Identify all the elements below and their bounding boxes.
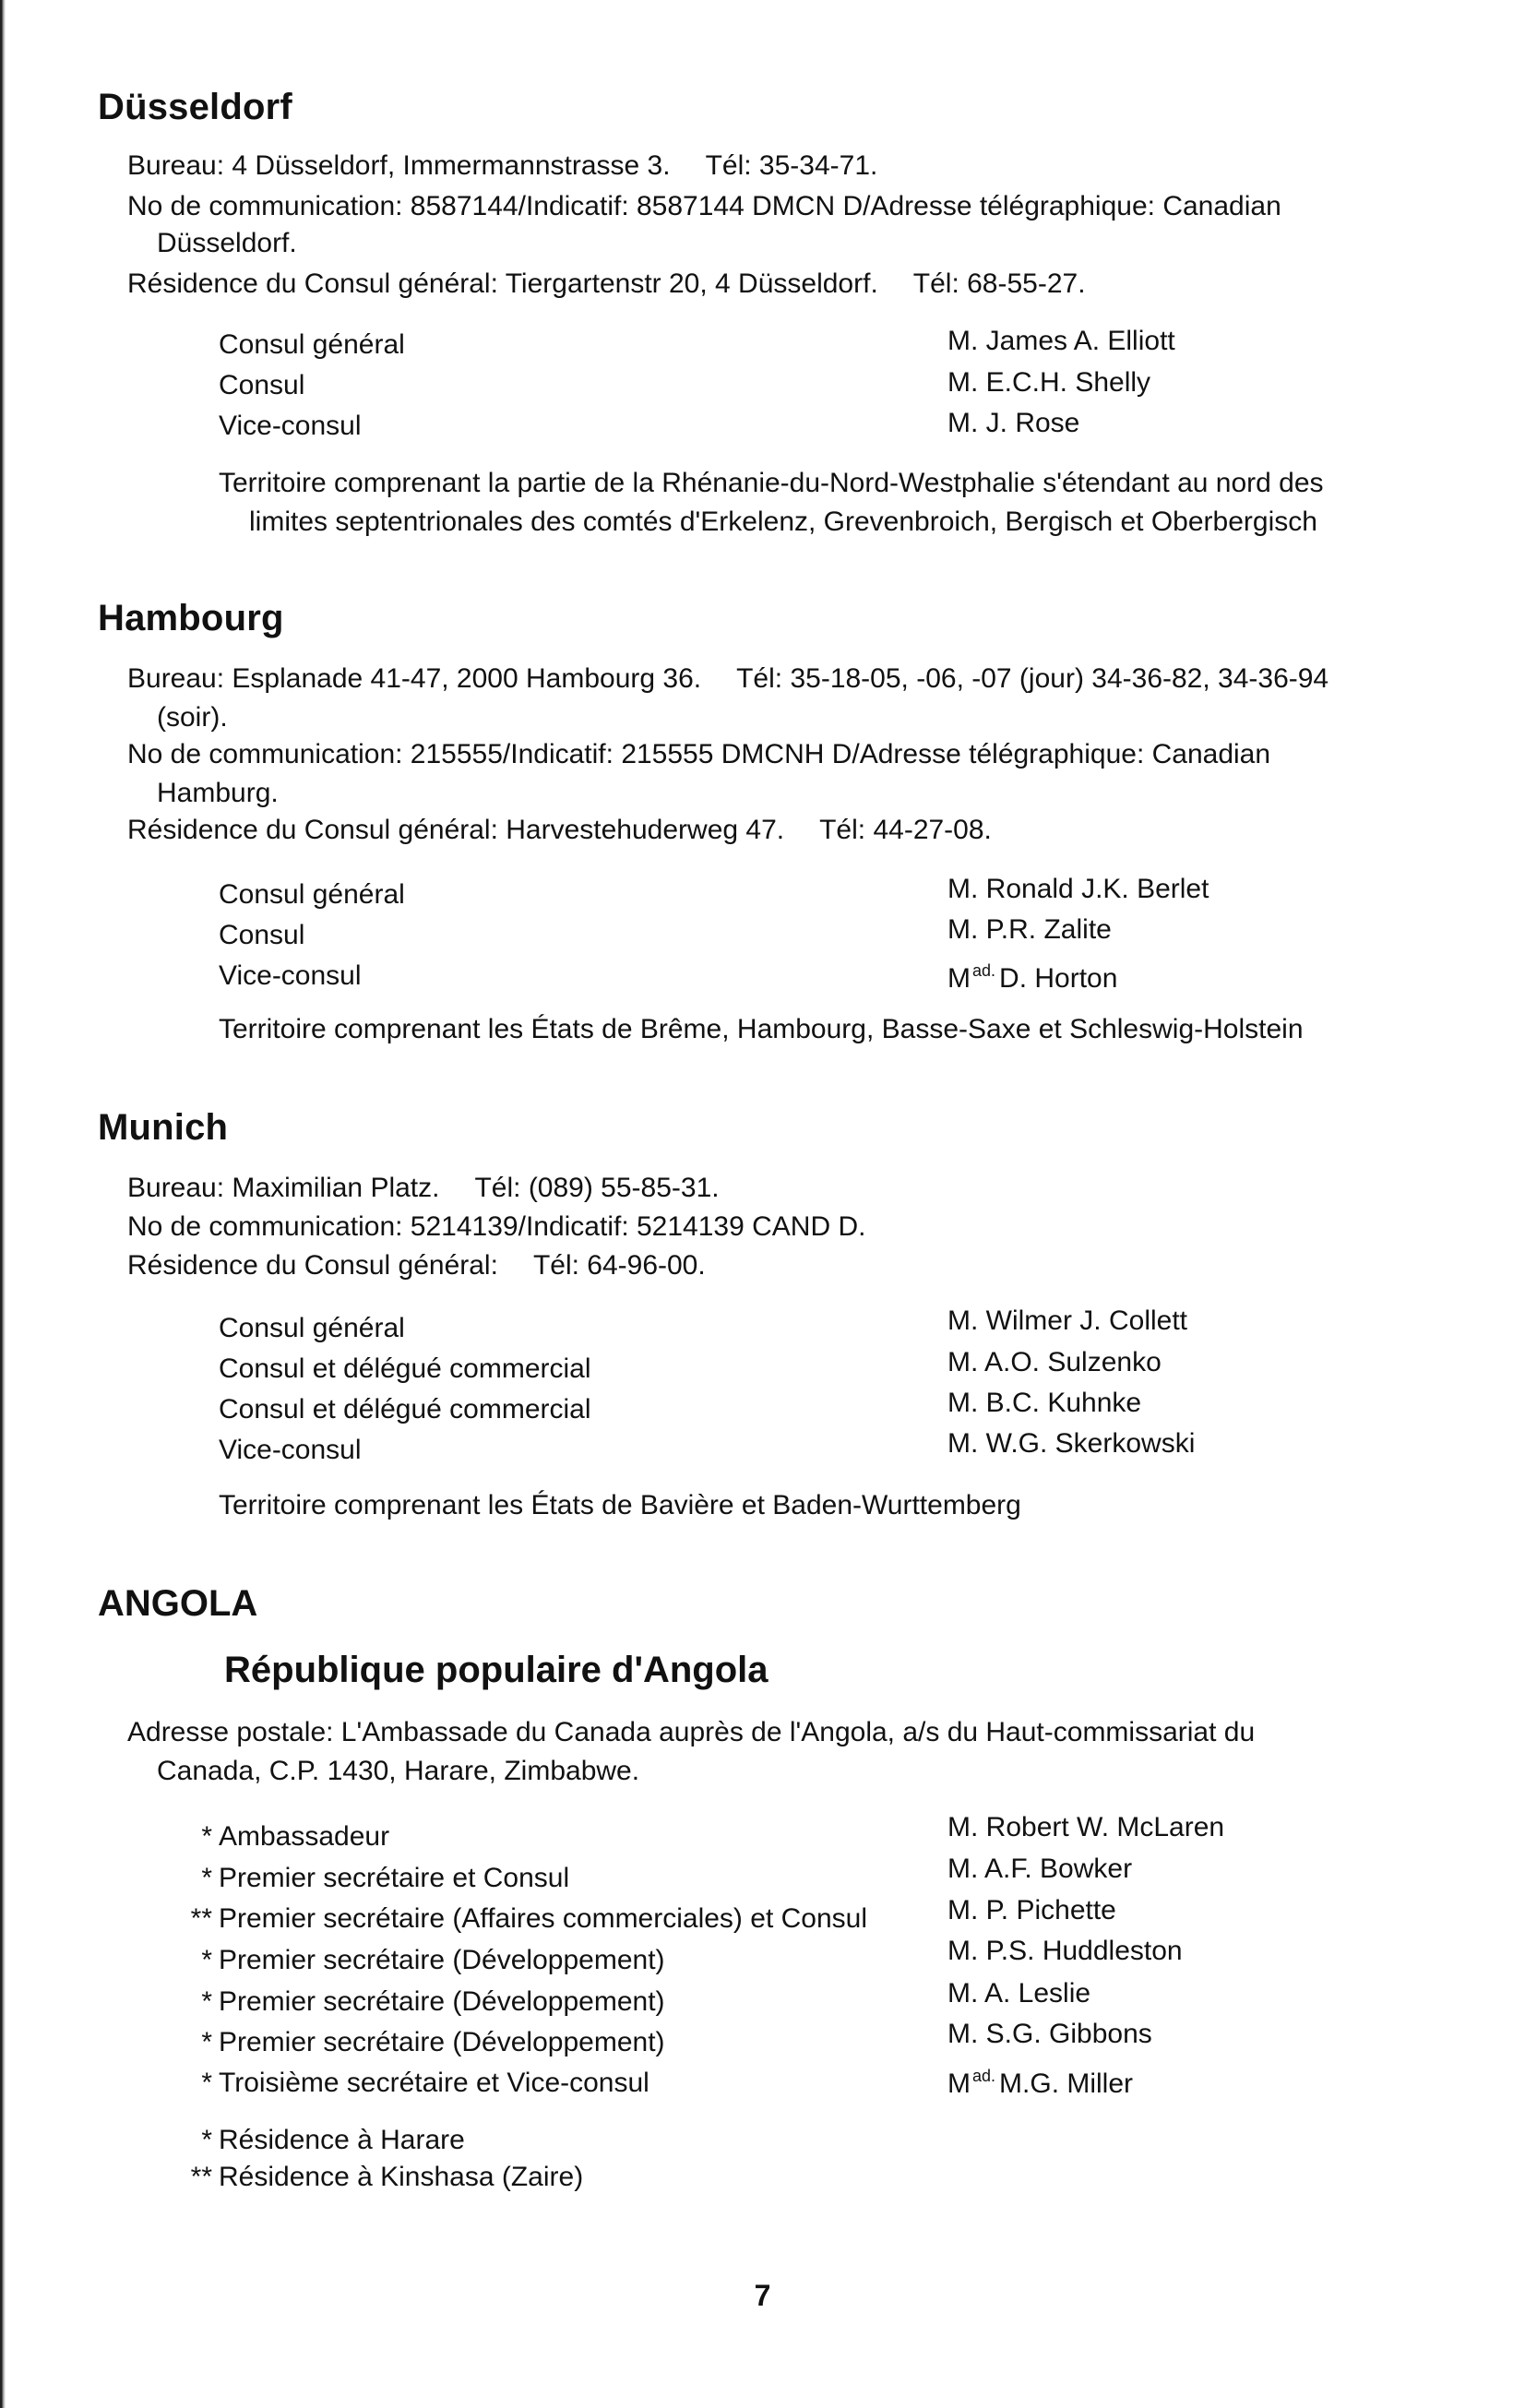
staff-name: M. W.G. Skerkowski: [947, 1428, 1196, 1459]
residence-marker: *: [201, 1821, 212, 1852]
bureau-line: [127, 662, 1328, 696]
residence-marker: *: [201, 2027, 212, 2057]
staff-name: M. P.S. Huddleston: [947, 1936, 1183, 1966]
staff-role: Premier secrétaire (Développement): [219, 2027, 665, 2057]
communication-line-cont: Düsseldorf.: [157, 228, 297, 258]
residence-marker: **: [190, 1903, 212, 1934]
residence-tel: Tél: 44-27-08.: [819, 815, 992, 845]
residence-marker: *: [201, 1986, 212, 2017]
residence-tel: Tél: 68-55-27.: [912, 268, 1086, 299]
territory-line: Territoire comprenant les États de Bavière et Baden-Wurttemberg: [219, 1490, 1021, 1520]
note-text: Résidence à Kinshasa (Zaire): [219, 2162, 584, 2192]
name-prefix: M: [947, 2068, 971, 2099]
residence-line: [127, 1249, 706, 1282]
section-title: Düsseldorf: [98, 87, 292, 127]
communication-line: No de communication: 215555/Indicatif: 215555 DMCNH D/Adresse télégraphique: Canadian: [127, 739, 1271, 769]
section-title: Munich: [98, 1107, 229, 1148]
bureau-line: [127, 149, 877, 183]
staff-name: M. James A. Elliott: [947, 326, 1175, 356]
residence-address: Résidence du Consul général: Harvestehuderweg 47.: [127, 815, 785, 845]
staff-name: M. S.G. Gibbons: [947, 2019, 1152, 2049]
staff-role: Ambassadeur: [219, 1821, 390, 1852]
communication-line: No de communication: 5214139/Indicatif: 5214139 CAND D.: [127, 1211, 866, 1242]
bureau-address: Bureau: 4 Düsseldorf, Immermannstrasse 3.: [127, 150, 671, 181]
staff-role: Premier secrétaire et Consul: [219, 1863, 570, 1893]
residence-line: [127, 814, 992, 847]
staff-role: Troisième secrétaire et Vice-consul: [219, 2068, 649, 2098]
residence-address: Résidence du Consul général: Tiergartenstr 20, 4 Düsseldorf.: [127, 268, 878, 299]
name-superscript: ad.: [972, 961, 996, 980]
residence-marker: *: [201, 1945, 212, 1975]
staff-name: M. A.F. Bowker: [947, 1854, 1133, 1884]
communication-line-cont: Hamburg.: [157, 778, 279, 808]
communication-line: No de communication: 8587144/Indicatif: 8587144 DMCN D/Adresse télégraphique: Canadian: [127, 191, 1281, 221]
address-line-cont: Canada, C.P. 1430, Harare, Zimbabwe.: [157, 1756, 640, 1786]
staff-name: M. Ronald J.K. Berlet: [947, 874, 1209, 904]
staff-name: [947, 2059, 1133, 2101]
staff-name: M. P. Pichette: [947, 1895, 1116, 1925]
territory-line-cont: limites septentrionales des comtés d'Erkelenz, Grevenbroich, Bergisch et Oberbergisch: [249, 507, 1317, 537]
staff-role: Consul: [219, 370, 305, 400]
name-text: M.G. Miller: [999, 2068, 1134, 2099]
staff-name: [947, 954, 1117, 995]
country-title: ANGOLA: [98, 1583, 258, 1624]
bureau-tel: Tél: 35-18-05, -06, -07 (jour) 34-36-82, 34-36-94: [736, 663, 1329, 694]
staff-name: M. A.O. Sulzenko: [947, 1347, 1162, 1377]
country-subtitle: République populaire d'Angola: [224, 1650, 768, 1690]
staff-role: Premier secrétaire (Développement): [219, 1986, 665, 2017]
bureau-address: Bureau: Esplanade 41-47, 2000 Hambourg 36.: [127, 663, 702, 694]
bureau-tel: Tél: 35-34-71.: [705, 150, 878, 181]
address-line: Adresse postale: L'Ambassade du Canada auprès de l'Angola, a/s du Haut-commissariat du: [127, 1717, 1256, 1747]
staff-name: M. E.C.H. Shelly: [947, 367, 1151, 398]
staff-role: Vice-consul: [219, 1435, 362, 1465]
name-prefix: M: [947, 963, 971, 994]
section-title: Hambourg: [98, 598, 284, 638]
staff-name: M. J. Rose: [947, 408, 1080, 438]
page-number: 7: [754, 2279, 771, 2312]
staff-name: M. Robert W. McLaren: [947, 1812, 1225, 1842]
staff-role: Premier secrétaire (Développement): [219, 1945, 665, 1975]
staff-name: M. B.C. Kuhnke: [947, 1388, 1142, 1418]
staff-name: M. A. Leslie: [947, 1978, 1091, 2009]
residence-address: Résidence du Consul général:: [127, 1250, 498, 1281]
residence-tel: Tél: 64-96-00.: [532, 1250, 706, 1281]
staff-role: Vice-consul: [219, 960, 362, 991]
staff-name: M. Wilmer J. Collett: [947, 1305, 1188, 1336]
bureau-line-cont: (soir).: [157, 702, 228, 733]
staff-role: Consul général: [219, 879, 405, 910]
residence-marker: *: [201, 1863, 212, 1893]
name-text: D. Horton: [999, 963, 1118, 994]
staff-role: Consul général: [219, 1313, 405, 1343]
name-superscript: ad.: [972, 2067, 996, 2085]
staff-role: Consul et délégué commercial: [219, 1353, 591, 1384]
scan-edge: [0, 0, 6, 2408]
staff-role: Vice-consul: [219, 411, 362, 441]
bureau-line: [127, 1172, 720, 1205]
bureau-address: Bureau: Maximilian Platz.: [127, 1173, 440, 1203]
staff-role: Consul et délégué commercial: [219, 1394, 591, 1425]
note-text: Résidence à Harare: [219, 2125, 465, 2155]
staff-role: Premier secrétaire (Affaires commerciales) et Consul: [219, 1903, 867, 1934]
bureau-tel: Tél: (089) 55-85-31.: [474, 1173, 720, 1203]
staff-role: Consul général: [219, 329, 405, 360]
staff-name: M. P.R. Zalite: [947, 914, 1112, 945]
territory-line: Territoire comprenant la partie de la Rhénanie-du-Nord-Westphalie s'étendant au nord des: [219, 468, 1324, 498]
staff-role: Consul: [219, 920, 305, 950]
note-marker: *: [201, 2125, 212, 2155]
territory-line: Territoire comprenant les États de Brême, Hambourg, Basse-Saxe et Schleswig-Holstein: [219, 1014, 1304, 1044]
residence-marker: *: [201, 2068, 212, 2098]
note-marker: **: [190, 2162, 212, 2192]
residence-line: [127, 268, 1086, 301]
